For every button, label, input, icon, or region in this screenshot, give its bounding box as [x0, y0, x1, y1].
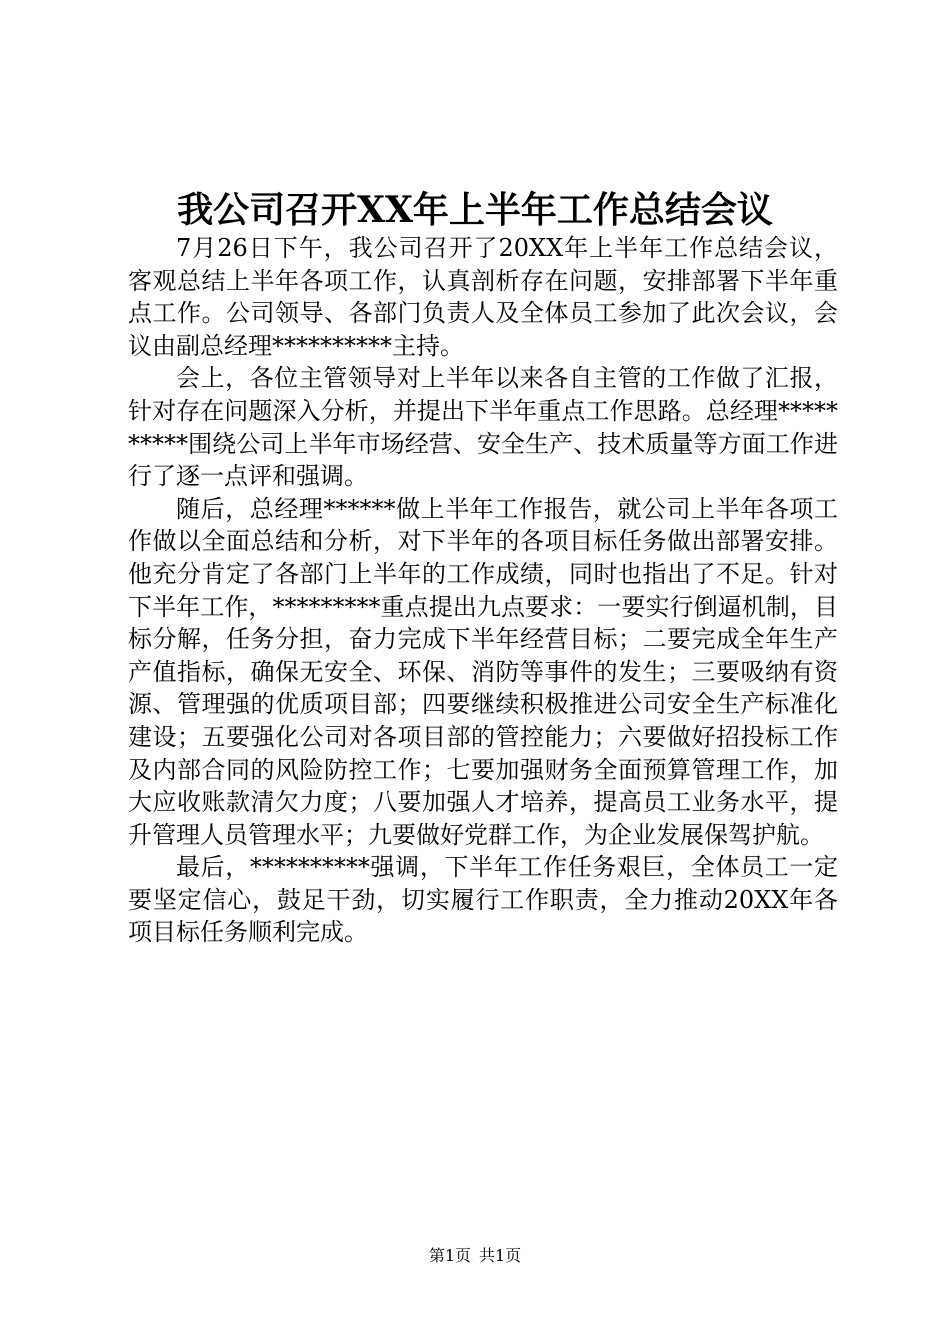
page-footer	[0, 1245, 950, 1267]
paragraph-4: 最后，**********强调，下半年工作任务艰巨，全体员工一定要坚定信心，鼓足干劲，切实履行工作职责，全力推动20XX年各项目标任务顺利完成。	[128, 853, 838, 947]
paragraph-1: 7月26日下午，我公司召开了20XX年上半年工作总结会议，客观总结上半年各项工作，认真剖析存在问题，安排部署下半年重点工作。公司领导、各部门负责人及全体员工参加了此次会议，会议由副总经理**********主持。	[128, 234, 838, 360]
page-total: 共1页	[479, 1246, 522, 1265]
paragraph-2: 会上，各位主管领导对上半年以来各自主管的工作做了汇报，针对存在问题深入分析，并提出下半年重点工作思路。总经理**********围绕公司上半年市场经营、安全生产、技术质量等方面工作进行了逐一点评和强调。	[128, 364, 838, 491]
document-title: 我公司召开XX年上半年工作总结会议	[177, 189, 773, 231]
document-body	[128, 232, 838, 949]
page-number: 第1页	[428, 1246, 471, 1265]
paragraph-3: 随后，总经理******做上半年工作报告，就公司上半年各项工作做以全面总结和分析，对下半年的各项目标任务做出部署安排。他充分肯定了各部门上半年的工作成绩，同时也指出了不足。针对下半年工作，*********重点提出九点要求：一要实行倒逼机制，目标分解，任务分担，奋力完成下半年经营目标；二要完成全年生产产值指标，确保无安全、环保、消防等事件的发生；三要吸纳有资源、管理强的优质项目部；四要继续积极推进公司安全生产标准化建设；五要强化公司对各项目部的管控能力；六要做好招投标工作及内部合同的风险防控工作；七要加强财务全面预算管理工作，加大应收账款清欠力度；八要加强人才培养，提高员工业务水平，提升管理人员管理水平；九要做好党群工作，为企业发展保驾护航。	[128, 494, 838, 849]
